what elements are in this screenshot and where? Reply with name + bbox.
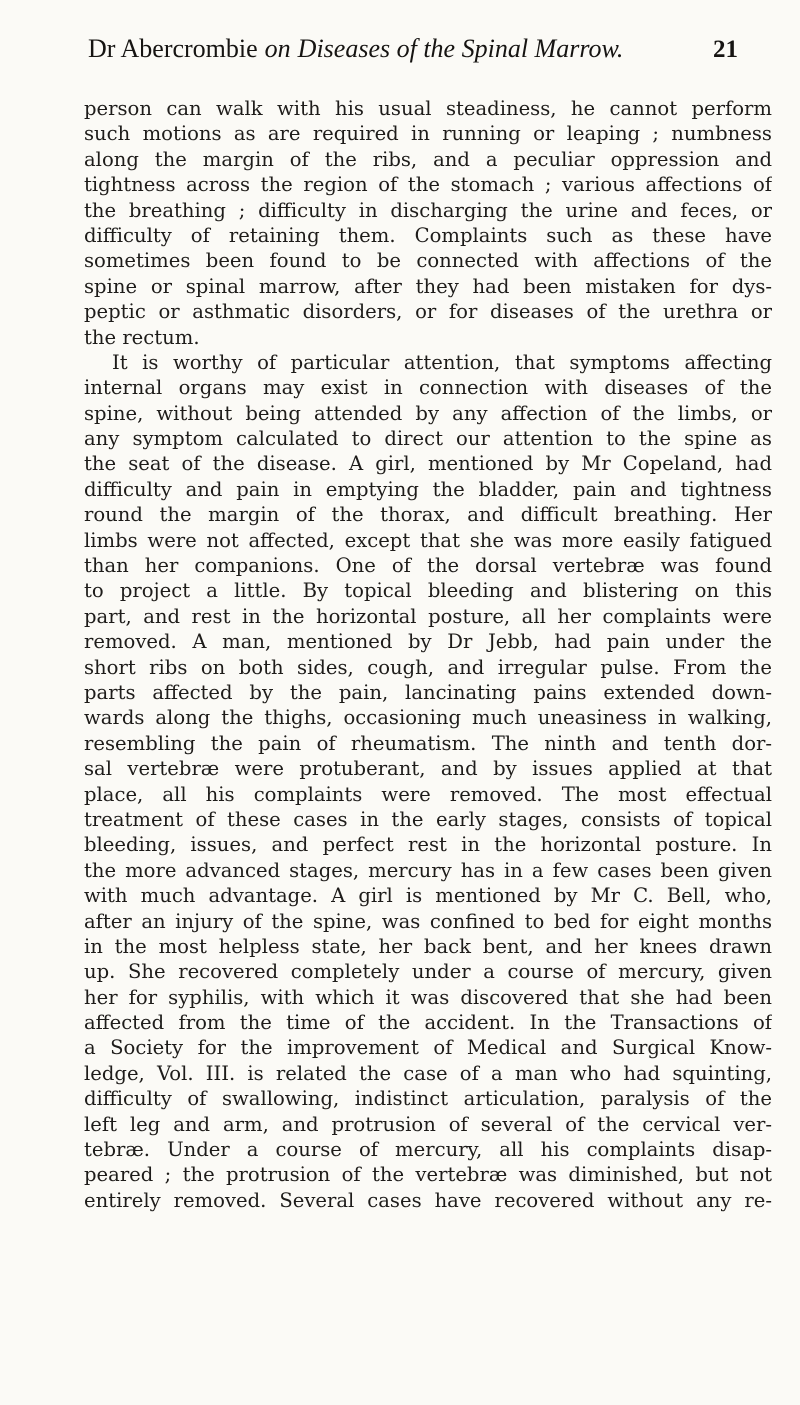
text-line: person can walk with his usual steadiness, he cannot perform [84, 97, 772, 120]
text-line: sometimes been found to be connected with affections of the [84, 249, 772, 273]
text-line: any symptom calculated to direct our attention to the spine as [84, 427, 772, 451]
text-line: to project a little. By topical bleeding and blistering on this [84, 579, 772, 603]
text-line: round the margin of the thorax, and difficult breathing. Her [84, 503, 772, 527]
text-line: difficulty of swallowing, indistinct articulation, paralysis of the [84, 1087, 772, 1111]
text-line: the rectum. [84, 325, 200, 349]
text-line: resembling the pain of rheumatism. The ninth and tenth dor- [84, 731, 772, 755]
text-line: parts affected by the pain, lancinating pains extended down- [84, 680, 772, 704]
text-line: tebræ. Under a course of mercury, all his complaints disap- [84, 1138, 772, 1162]
running-head-author: Dr Abercrombie [88, 34, 258, 63]
text-line: with much advantage. A girl is mentioned by Mr C. Bell, who, [84, 884, 772, 908]
text-line: internal organs may exist in connection with diseases of the [84, 376, 772, 400]
text-line: peared ; the protrusion of the vertebræ was diminished, but not [84, 1163, 772, 1187]
text-line: affected from the time of the accident. In the Transactions of [84, 1011, 772, 1035]
text-line: spine, without being attended by any affection of the limbs, or [84, 401, 772, 425]
text-line: difficulty and pain in emptying the bladder, pain and tightness [84, 477, 772, 501]
text-line: the more advanced stages, mercury has in a few cases been given [84, 858, 772, 882]
text-line: removed. A man, mentioned by Dr Jebb, had pain under the [84, 630, 772, 654]
text-line: left leg and arm, and protrusion of several of the cervical ver- [84, 1112, 772, 1136]
text-line: peptic or asthmatic disorders, or for diseases of the urethra or [84, 300, 772, 324]
text-line: part, and rest in the horizontal posture, all her complaints were [84, 604, 772, 628]
text-line: along the margin of the ribs, and a peculiar oppression and [84, 147, 772, 171]
text-line: the seat of the disease. A girl, mentioned by Mr Copeland, had [84, 452, 772, 476]
running-head [88, 34, 738, 68]
text-line: after an injury of the spine, was confined to bed for eight months [84, 909, 772, 933]
text-line: a Society for the improvement of Medical and Surgical Know- [84, 1036, 772, 1060]
text-line: than her companions. One of the dorsal vertebræ was found [84, 554, 772, 578]
body-text [84, 96, 772, 1213]
text-line: short ribs on both sides, cough, and irregular pulse. From the [84, 655, 772, 679]
running-head-title: Diseases of the Spinal Marrow. [297, 34, 624, 63]
text-line: the breathing ; difficulty in discharging the urine and feces, or [84, 198, 772, 222]
text-line: treatment of these cases in the early stages, consists of topical [84, 807, 772, 831]
text-line: in the most helpless state, her back bent, and her knees drawn [84, 934, 772, 958]
text-line: such motions as are required in running or leaping ; numbness [84, 122, 772, 146]
text-line: entirely removed. Several cases have recovered without any re- [84, 1188, 772, 1212]
page-number: 21 [713, 36, 738, 63]
text-line: tightness across the region of the stomach ; various affections of [84, 173, 772, 197]
text-line: limbs were not affected, except that she was more easily fatigued [84, 528, 772, 552]
text-line: wards along the thighs, occasioning much uneasiness in walking, [84, 706, 772, 730]
text-line: It is worthy of particular attention, that symptoms affecting [112, 350, 772, 374]
text-line: place, all his complaints were removed. The most effectual [84, 782, 772, 806]
running-head-connector: on [264, 34, 291, 63]
text-line: spine or spinal marrow, after they had been mistaken for dys- [84, 274, 772, 298]
text-line: ledge, Vol. III. is related the case of a man who had squinting, [84, 1061, 772, 1085]
text-line: sal vertebræ were protuberant, and by issues applied at that [84, 757, 772, 781]
text-line: bleeding, issues, and perfect rest in the horizontal posture. In [84, 833, 772, 857]
text-line: her for syphilis, with which it was discovered that she had been [84, 985, 772, 1009]
text-line: up. She recovered completely under a course of mercury, given [84, 960, 772, 984]
text-line: difficulty of retaining them. Complaints such as these have [84, 223, 772, 247]
